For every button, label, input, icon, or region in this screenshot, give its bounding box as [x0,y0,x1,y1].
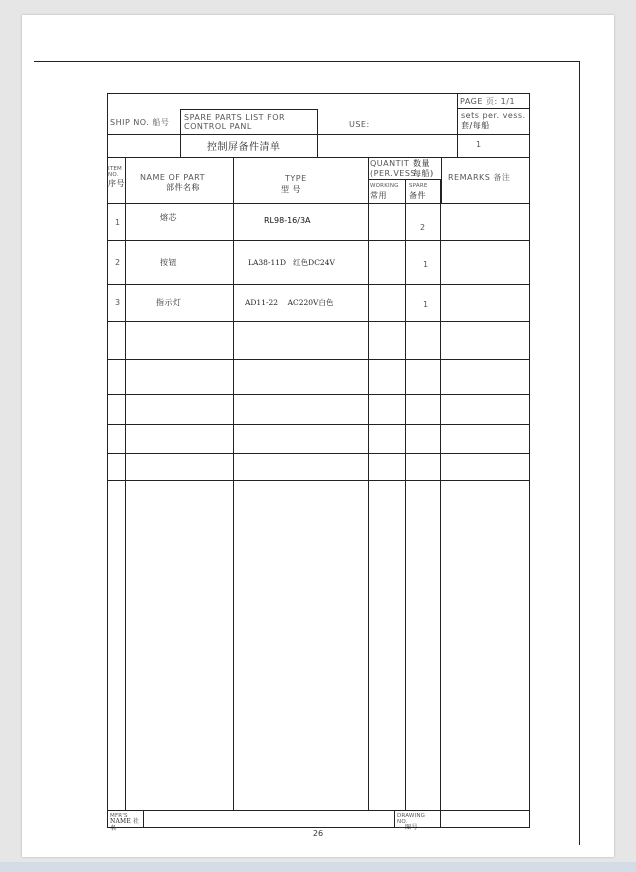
row-type: LA38-11D 红色DC24V [248,258,335,267]
drawing-cn: 图号 [405,824,419,831]
row-spare: 1 [423,260,429,269]
col-working-en: WORKING [370,183,399,189]
row-spare: 2 [420,223,426,232]
use-cell [318,109,457,135]
row-remarks-cell [441,204,529,241]
col-spare [406,180,441,204]
mfr-label-cell [108,810,144,832]
row-no: 3 [115,298,121,307]
drawing-label-cell [395,810,441,831]
table-row [108,241,126,285]
col-item-cn: 序号 [108,179,125,188]
col-divider [406,322,441,810]
col-qty-en1: QUANTIT [370,159,410,168]
mfr-en2: NAME 社 [110,818,140,825]
page-cell [457,94,529,109]
col-qty-cn2: 每船) [413,169,434,178]
mfr-value-cell [144,810,395,827]
col-spare-en: SPARE [409,183,428,189]
col-divider [234,322,369,810]
ship-no-label: SHIP NO. 船号 [110,118,170,127]
doc-title-line2: CONTROL PANL [184,122,252,131]
mfr-en1: MFR'S [110,813,128,819]
row-name: 按钮 [160,258,177,267]
sets-label: sets per. vess. [461,111,526,120]
col-name-cn: 部件名称 [166,183,200,192]
row-name: 指示灯 [156,298,182,307]
page-number: 26 [312,829,324,838]
row-type: AD11-22 AC220V白色 [245,298,334,307]
row-type: RL98-16/3A [264,216,311,225]
sets-cell [457,109,529,135]
col-divider [108,322,126,810]
drawing-en2: NO. [397,819,408,825]
table-row [108,204,126,241]
viewer-bottom-bar [0,862,636,872]
col-divider [369,322,406,810]
col-qty [369,158,441,180]
row-no: 1 [115,218,121,227]
col-divider [126,322,234,810]
row-spare-cell [406,204,441,241]
col-working-cn: 常用 [370,191,387,200]
row-name-cell [126,285,234,322]
drawing-en1: DRAWING [397,813,426,819]
col-spare-cn: 备件 [409,191,426,200]
row-type-cell [234,285,369,322]
ship-no-cell [108,109,181,135]
spare-parts-form [107,93,530,832]
col-type-en: TYPE [285,174,307,183]
col-remarks [441,158,529,204]
row-remarks-cell [441,285,529,322]
row-working-cell [369,241,406,285]
title-cn-cell [181,135,318,158]
row-working-cell [369,204,406,241]
col-qty-en2: (PER.VESS [370,169,416,178]
top-rule [34,61,580,62]
right-rule [579,61,580,845]
blank-cell [108,135,181,158]
row-spare: 1 [423,300,429,309]
document-page [22,15,614,857]
col-name [126,158,234,204]
row-name-cell [126,241,234,285]
row-remarks-cell [441,241,529,285]
blank-cell-2 [318,135,457,158]
col-type-cn: 型 号 [281,185,302,194]
row-type-cell [234,241,369,285]
use-label: USE: [349,120,370,129]
row-spare-cell [406,241,441,285]
drawing-value-cell [441,810,529,827]
doc-title-line1: SPARE PARTS LIST FOR [184,113,286,122]
col-working [369,180,406,204]
row-no: 2 [115,258,121,267]
row-spare-cell [406,285,441,322]
col-item-en2: NO. [108,172,119,178]
row-working-cell [369,285,406,322]
col-item-en1: ITEM [108,166,123,172]
row-type-cell [234,204,369,241]
row-name: 熔芯 [160,213,177,222]
title-cn: 控制屏备件清单 [207,142,281,153]
col-remarks-label: REMARKS 备注 [448,173,511,182]
doc-title-cell [181,109,318,135]
sets-label-cn: 套/每船 [461,121,490,130]
page-label: PAGE 页: 1/1 [460,97,516,106]
sets-value-cell [457,135,529,158]
row-name-cell [126,204,234,241]
col-qty-cn1: 数量 [413,159,430,168]
col-type [234,158,369,204]
col-name-en: NAME OF PART [140,173,206,182]
col-item [108,158,126,204]
mfr-cn: 名 [110,825,117,832]
table-row [108,285,126,322]
sets-value: 1 [476,140,482,149]
